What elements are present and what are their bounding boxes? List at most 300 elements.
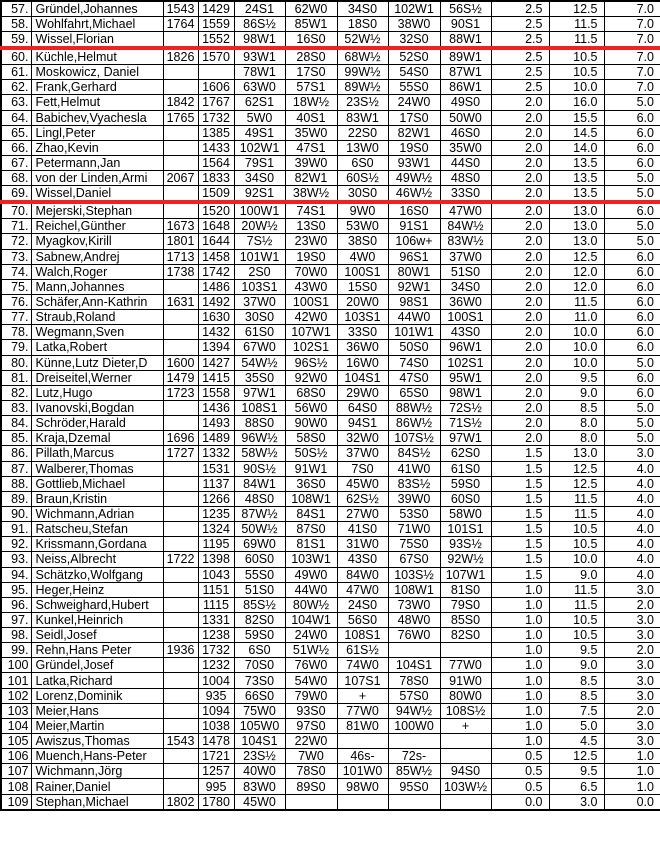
round-3-result: 83W1 [337, 110, 388, 125]
round-3-result: 24S0 [337, 597, 388, 612]
round-4-result: 39W0 [388, 491, 440, 506]
round-2-result: 96S½ [285, 355, 337, 370]
rating-b: 1257 [198, 764, 234, 779]
round-2-result: 40S1 [285, 110, 337, 125]
rating-a [163, 140, 198, 155]
table-row [1, 658, 660, 673]
round-5-result: 86W1 [440, 80, 491, 95]
round-3-result: 13W0 [337, 140, 388, 155]
rating-a [163, 764, 198, 779]
tiebreak-1: 13.0 [549, 446, 604, 461]
round-4-result: 84S½ [388, 446, 440, 461]
rating-a [163, 155, 198, 170]
table-row [1, 234, 660, 249]
rank: 62. [1, 80, 31, 95]
round-1-result: 40W0 [234, 764, 285, 779]
rank: 104 [1, 718, 31, 733]
round-1-result: 48S0 [234, 491, 285, 506]
round-2-result: 56W0 [285, 400, 337, 415]
round-5-result: 89W1 [440, 48, 491, 65]
rating-a: 1842 [163, 95, 198, 110]
rank: 78. [1, 325, 31, 340]
round-5-result: 90S1 [440, 17, 491, 32]
tiebreak-2: 3.0 [604, 673, 660, 688]
round-2-result: 38W½ [285, 186, 337, 203]
tiebreak-1: 12.5 [549, 476, 604, 491]
round-1-result: 51S0 [234, 582, 285, 597]
round-2-result: 13S0 [285, 219, 337, 234]
rating-a: 2067 [163, 171, 198, 186]
table-row [1, 125, 660, 140]
player-name: Braun,Kristin [31, 491, 163, 506]
points: 2.0 [491, 385, 549, 400]
rating-a: 1723 [163, 385, 198, 400]
rank: 63. [1, 95, 31, 110]
rating-b: 1458 [198, 249, 234, 264]
round-4-result: 78S0 [388, 673, 440, 688]
points: 2.0 [491, 264, 549, 279]
player-name: Kunkel,Heinrich [31, 612, 163, 627]
rating-b: 1332 [198, 446, 234, 461]
table-row [1, 17, 660, 32]
tiebreak-2: 6.0 [604, 140, 660, 155]
round-4-result: 102W1 [388, 1, 440, 17]
tiebreak-1: 12.5 [549, 249, 604, 264]
round-4-result: 75S0 [388, 537, 440, 552]
round-5-result: + [440, 718, 491, 733]
tiebreak-2: 3.0 [604, 446, 660, 461]
tiebreak-2: 6.0 [604, 385, 660, 400]
table-row [1, 476, 660, 491]
round-2-result: 35W0 [285, 125, 337, 140]
points: 2.0 [491, 340, 549, 355]
round-3-result: 16W0 [337, 355, 388, 370]
round-2-result: 54W0 [285, 673, 337, 688]
table-row [1, 643, 660, 658]
tiebreak-1: 12.5 [549, 749, 604, 764]
tiebreak-1: 9.0 [549, 385, 604, 400]
round-3-result: 64S0 [337, 400, 388, 415]
round-2-result: 42W0 [285, 310, 337, 325]
rank: 102 [1, 688, 31, 703]
tiebreak-2: 3.0 [604, 582, 660, 597]
round-2-result: 23W0 [285, 234, 337, 249]
round-1-result: 104S1 [234, 734, 285, 749]
round-1-result: 98W1 [234, 32, 285, 49]
tiebreak-2: 1.0 [604, 764, 660, 779]
table-row [1, 688, 660, 703]
tiebreak-2: 5.0 [604, 95, 660, 110]
round-1-result: 54W½ [234, 355, 285, 370]
player-name: Meier,Hans [31, 703, 163, 718]
round-5-result: 61S0 [440, 461, 491, 476]
points: 2.0 [491, 416, 549, 431]
rating-b: 1235 [198, 506, 234, 521]
table-row [1, 522, 660, 537]
rating-a: 1673 [163, 219, 198, 234]
round-5-result: 58W0 [440, 506, 491, 521]
rating-b: 1436 [198, 400, 234, 415]
points: 0.5 [491, 749, 549, 764]
tiebreak-2: 4.0 [604, 506, 660, 521]
rating-b: 1478 [198, 734, 234, 749]
points: 0.0 [491, 794, 549, 810]
player-name: Walch,Roger [31, 264, 163, 279]
tiebreak-2: 7.0 [604, 32, 660, 49]
player-name: Heger,Heinz [31, 582, 163, 597]
rating-b: 1043 [198, 567, 234, 582]
round-4-result: 32S0 [388, 32, 440, 49]
round-4-result: 104S1 [388, 658, 440, 673]
round-4-result: 93W1 [388, 155, 440, 170]
rating-b [198, 65, 234, 80]
round-5-result: 79S0 [440, 597, 491, 612]
round-1-result: 100W1 [234, 202, 285, 219]
points: 2.0 [491, 171, 549, 186]
round-5-result: 88W1 [440, 32, 491, 49]
player-name: Ivanovski,Bogdan [31, 400, 163, 415]
rating-b: 1137 [198, 476, 234, 491]
rating-a [163, 658, 198, 673]
round-4-result: 94W½ [388, 703, 440, 718]
round-4-result: 88W½ [388, 400, 440, 415]
rating-a: 1802 [163, 794, 198, 810]
table-row [1, 582, 660, 597]
rank: 74. [1, 264, 31, 279]
tiebreak-1: 11.5 [549, 582, 604, 597]
round-3-result: 27W0 [337, 506, 388, 521]
rating-b: 1433 [198, 140, 234, 155]
tiebreak-2: 6.0 [604, 202, 660, 219]
round-3-result: 107S1 [337, 673, 388, 688]
tiebreak-1: 10.0 [549, 355, 604, 370]
rating-b: 1394 [198, 340, 234, 355]
table-row [1, 491, 660, 506]
player-name: Gründel,Johannes [31, 1, 163, 17]
round-1-result: 34S0 [234, 171, 285, 186]
rating-b: 1492 [198, 294, 234, 309]
rating-a: 1543 [163, 734, 198, 749]
round-4-result [388, 643, 440, 658]
player-name: Mann,Johannes [31, 279, 163, 294]
round-3-result: 108S1 [337, 628, 388, 643]
round-5-result: 81S0 [440, 582, 491, 597]
round-2-result: 68S0 [285, 385, 337, 400]
rating-a [163, 749, 198, 764]
round-3-result: 45W0 [337, 476, 388, 491]
rating-a [163, 567, 198, 582]
round-1-result: 61S0 [234, 325, 285, 340]
rank: 67. [1, 155, 31, 170]
round-1-result: 79S1 [234, 155, 285, 170]
round-1-result: 101W1 [234, 249, 285, 264]
round-4-result: 16S0 [388, 202, 440, 219]
rank: 87. [1, 461, 31, 476]
tiebreak-2: 5.0 [604, 171, 660, 186]
rating-b: 1732 [198, 643, 234, 658]
table-row [1, 718, 660, 733]
rank: 77. [1, 310, 31, 325]
tiebreak-1: 15.5 [549, 110, 604, 125]
tiebreak-1: 9.5 [549, 764, 604, 779]
tiebreak-2: 6.0 [604, 310, 660, 325]
rating-a [163, 125, 198, 140]
rating-b: 1151 [198, 582, 234, 597]
round-4-result: 19S0 [388, 140, 440, 155]
round-4-result: 52S0 [388, 48, 440, 65]
round-3-result: 30S0 [337, 186, 388, 203]
round-3-result: 103S1 [337, 310, 388, 325]
rating-a: 1936 [163, 643, 198, 658]
points: 1.0 [491, 643, 549, 658]
points: 2.0 [491, 140, 549, 155]
rating-a [163, 65, 198, 80]
round-5-result: 95W1 [440, 370, 491, 385]
rating-b: 1558 [198, 385, 234, 400]
round-3-result: 77W0 [337, 703, 388, 718]
round-4-result: 67S0 [388, 552, 440, 567]
rating-a [163, 491, 198, 506]
points: 2.0 [491, 202, 549, 219]
tiebreak-2: 3.0 [604, 658, 660, 673]
tiebreak-2: 5.0 [604, 431, 660, 446]
tiebreak-1: 12.5 [549, 1, 604, 17]
tiebreak-1: 10.5 [549, 612, 604, 627]
tiebreak-2: 4.0 [604, 461, 660, 476]
round-5-result: 77W0 [440, 658, 491, 673]
round-1-result: 96W½ [234, 431, 285, 446]
round-5-result: 96W1 [440, 340, 491, 355]
round-3-result: 101W0 [337, 764, 388, 779]
round-4-result: 82W1 [388, 125, 440, 140]
round-1-result: 84W1 [234, 476, 285, 491]
round-4-result: 24W0 [388, 95, 440, 110]
rating-a [163, 506, 198, 521]
tiebreak-2: 4.0 [604, 491, 660, 506]
round-2-result: 28S0 [285, 48, 337, 65]
round-5-result: 103W½ [440, 779, 491, 794]
round-2-result: 36S0 [285, 476, 337, 491]
round-5-result: 93S½ [440, 537, 491, 552]
rank: 83. [1, 400, 31, 415]
round-5-result: 98W1 [440, 385, 491, 400]
rating-b: 1324 [198, 522, 234, 537]
rating-b: 935 [198, 688, 234, 703]
table-row [1, 264, 660, 279]
rating-a [163, 612, 198, 627]
round-4-result: 91S1 [388, 219, 440, 234]
round-4-result: 48W0 [388, 612, 440, 627]
tiebreak-2: 3.0 [604, 628, 660, 643]
rank: 101 [1, 673, 31, 688]
round-2-result: 74S1 [285, 202, 337, 219]
rating-b: 1038 [198, 718, 234, 733]
round-1-result: 7S½ [234, 234, 285, 249]
tiebreak-2: 6.0 [604, 294, 660, 309]
round-4-result: 44W0 [388, 310, 440, 325]
tiebreak-2: 6.0 [604, 370, 660, 385]
player-name: Wissel,Daniel [31, 186, 163, 203]
points: 1.5 [491, 537, 549, 552]
rank: 72. [1, 234, 31, 249]
player-name: Sabnew,Andrej [31, 249, 163, 264]
round-3-result: 68W½ [337, 48, 388, 65]
rank: 64. [1, 110, 31, 125]
round-2-result: 49W0 [285, 567, 337, 582]
tiebreak-2: 4.0 [604, 537, 660, 552]
table-row [1, 155, 660, 170]
tiebreak-2: 6.0 [604, 110, 660, 125]
tiebreak-1: 10.0 [549, 552, 604, 567]
table-row [1, 95, 660, 110]
round-2-result: 93S0 [285, 703, 337, 718]
round-3-result: 20W0 [337, 294, 388, 309]
round-1-result: 88S0 [234, 416, 285, 431]
round-3-result: 23S½ [337, 95, 388, 110]
rating-a: 1722 [163, 552, 198, 567]
rating-a: 1696 [163, 431, 198, 446]
player-name: Schröder,Harald [31, 416, 163, 431]
round-1-result: 78W1 [234, 65, 285, 80]
round-4-result: 65S0 [388, 385, 440, 400]
rank: 95. [1, 582, 31, 597]
tiebreak-1: 10.5 [549, 48, 604, 65]
table-row [1, 779, 660, 794]
round-5-result: 108S½ [440, 703, 491, 718]
player-name: Wohlfahrt,Michael [31, 17, 163, 32]
round-4-result: 83S½ [388, 476, 440, 491]
table-row [1, 186, 660, 203]
round-5-result: 34S0 [440, 279, 491, 294]
round-1-result: 59S0 [234, 628, 285, 643]
rating-a [163, 688, 198, 703]
round-5-result: 50W0 [440, 110, 491, 125]
round-1-result: 6S0 [234, 643, 285, 658]
tiebreak-2: 7.0 [604, 17, 660, 32]
points: 1.5 [491, 476, 549, 491]
table-row [1, 340, 660, 355]
round-4-result: 106w+ [388, 234, 440, 249]
round-3-result: 36W0 [337, 340, 388, 355]
player-name: Myagkov,Kirill [31, 234, 163, 249]
tiebreak-2: 4.0 [604, 522, 660, 537]
rating-b: 1552 [198, 32, 234, 49]
round-5-result: 33S0 [440, 186, 491, 203]
round-5-result: 100S1 [440, 310, 491, 325]
round-2-result: 107W1 [285, 325, 337, 340]
round-1-result: 55S0 [234, 567, 285, 582]
rating-a: 1727 [163, 446, 198, 461]
round-1-result: 70S0 [234, 658, 285, 673]
player-name: Fett,Helmut [31, 95, 163, 110]
table-row [1, 764, 660, 779]
round-3-result [337, 734, 388, 749]
round-3-result: 104S1 [337, 370, 388, 385]
table-row [1, 416, 660, 431]
rating-b: 1767 [198, 95, 234, 110]
rank: 92. [1, 537, 31, 552]
round-2-result: 19S0 [285, 249, 337, 264]
round-2-result: 47S1 [285, 140, 337, 155]
round-1-result: 108S1 [234, 400, 285, 415]
tiebreak-1: 12.0 [549, 279, 604, 294]
tiebreak-1: 11.5 [549, 597, 604, 612]
round-3-result: 38S0 [337, 234, 388, 249]
player-name: Babichev,Vyachesla [31, 110, 163, 125]
table-row [1, 400, 660, 415]
player-name: Moskowicz, Daniel [31, 65, 163, 80]
round-1-result: 20W½ [234, 219, 285, 234]
round-5-result: 49S0 [440, 95, 491, 110]
player-name: Petermann,Jan [31, 155, 163, 170]
rating-b: 1833 [198, 171, 234, 186]
player-name: Walberer,Thomas [31, 461, 163, 476]
table-row [1, 48, 660, 65]
round-1-result: 30S0 [234, 310, 285, 325]
round-3-result: 99W½ [337, 65, 388, 80]
tiebreak-2: 3.0 [604, 734, 660, 749]
rank: 76. [1, 294, 31, 309]
player-name: Meier,Martin [31, 718, 163, 733]
rating-b: 1509 [198, 186, 234, 203]
tiebreak-1: 9.5 [549, 643, 604, 658]
player-name: Lorenz,Dominik [31, 688, 163, 703]
round-5-result [440, 643, 491, 658]
rank: 60. [1, 48, 31, 65]
points: 2.0 [491, 370, 549, 385]
player-name: Awiszus,Thomas [31, 734, 163, 749]
table-row [1, 80, 660, 95]
rating-b: 1486 [198, 279, 234, 294]
tiebreak-1: 14.0 [549, 140, 604, 155]
rank: 107 [1, 764, 31, 779]
table-row [1, 279, 660, 294]
tiebreak-2: 7.0 [604, 80, 660, 95]
player-name: Wichmann,Jörg [31, 764, 163, 779]
points: 2.0 [491, 310, 549, 325]
table-row [1, 537, 660, 552]
tiebreak-2: 2.0 [604, 703, 660, 718]
round-2-result: 108W1 [285, 491, 337, 506]
player-name: Krissmann,Gordana [31, 537, 163, 552]
points: 2.5 [491, 17, 549, 32]
rating-b: 1094 [198, 703, 234, 718]
player-name: Latka,Richard [31, 673, 163, 688]
tiebreak-2: 5.0 [604, 219, 660, 234]
round-5-result: 91W0 [440, 673, 491, 688]
rating-b: 1648 [198, 219, 234, 234]
round-1-result: 35S0 [234, 370, 285, 385]
round-1-result: 93W1 [234, 48, 285, 65]
table-row [1, 431, 660, 446]
round-4-result: 53S0 [388, 506, 440, 521]
round-2-result: 80W½ [285, 597, 337, 612]
table-row [1, 219, 660, 234]
tiebreak-2: 3.0 [604, 688, 660, 703]
round-1-result: 67W0 [234, 340, 285, 355]
player-name: Gründel,Josef [31, 658, 163, 673]
rating-b: 1742 [198, 264, 234, 279]
table-row [1, 506, 660, 521]
table-row [1, 325, 660, 340]
tiebreak-1: 10.5 [549, 65, 604, 80]
round-3-result: 53W0 [337, 219, 388, 234]
rank: 58. [1, 17, 31, 32]
round-5-result: 35W0 [440, 140, 491, 155]
round-2-result: 90W0 [285, 416, 337, 431]
round-1-result: 62S1 [234, 95, 285, 110]
points: 2.0 [491, 400, 549, 415]
